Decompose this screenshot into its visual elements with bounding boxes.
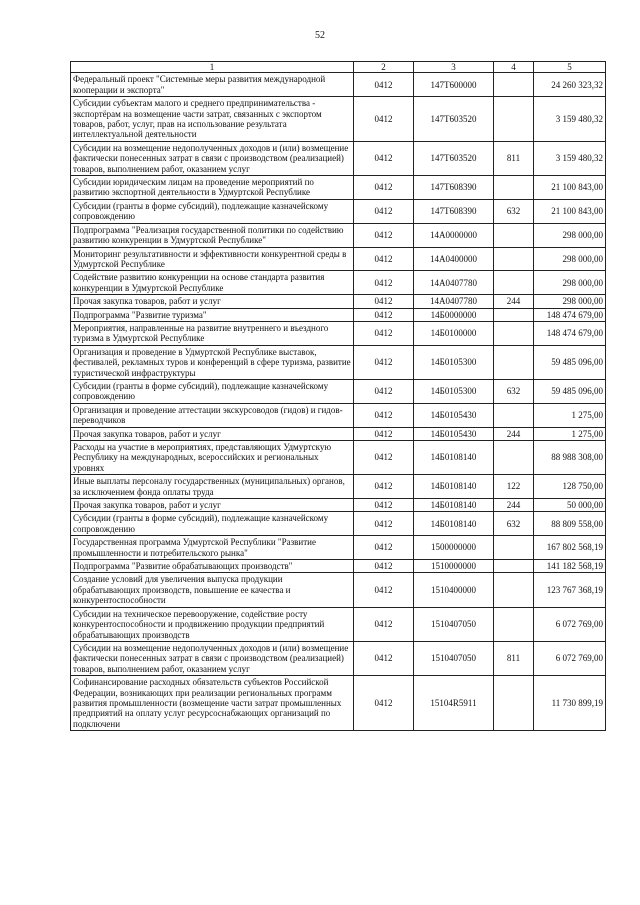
row-amount-cell: 59 485 096,00 (534, 345, 606, 379)
row-section-cell: 0412 (354, 475, 414, 499)
row-section-cell: 0412 (354, 141, 414, 175)
row-type-cell: 244 (494, 295, 534, 308)
row-code-cell: 14А0400000 (414, 247, 494, 271)
row-type-cell (494, 345, 534, 379)
row-section-cell: 0412 (354, 271, 414, 295)
row-section-cell: 0412 (354, 97, 414, 142)
table-row (71, 512, 606, 536)
table-row (71, 427, 606, 440)
row-name-cell: Мониторинг результативности и эффективности конкурентной среды в Удмуртской Республике (71, 247, 354, 271)
row-amount-cell: 59 485 096,00 (534, 379, 606, 403)
table-row (71, 345, 606, 379)
row-amount-cell: 3 159 480,32 (534, 141, 606, 175)
row-type-cell (494, 247, 534, 271)
row-type-cell (494, 308, 534, 321)
table-row (71, 403, 606, 427)
row-type-cell: 244 (494, 427, 534, 440)
row-type-cell (494, 223, 534, 247)
row-code-cell: 1510407050 (414, 607, 494, 641)
row-name-cell: Подпрограмма "Реализация государственной политики по содействию развитию конкуренции в Удмуртской Республике" (71, 223, 354, 247)
row-type-cell: 632 (494, 379, 534, 403)
row-section-cell: 0412 (354, 176, 414, 200)
header-col-1: 1 (71, 62, 354, 73)
row-code-cell: 147Т608390 (414, 176, 494, 200)
row-name-cell: Организация и проведение аттестации экскурсоводов (гидов) и гидов-переводчиков (71, 403, 354, 427)
row-type-cell (494, 607, 534, 641)
row-type-cell (494, 441, 534, 475)
row-name-cell: Подпрограмма "Развитие обрабатывающих производств" (71, 560, 354, 573)
row-section-cell: 0412 (354, 247, 414, 271)
row-amount-cell: 298 000,00 (534, 247, 606, 271)
row-type-cell (494, 536, 534, 560)
row-type-cell (494, 403, 534, 427)
table-header-row (71, 62, 606, 73)
table-row (71, 560, 606, 573)
row-type-cell: 811 (494, 641, 534, 675)
table-row (71, 271, 606, 295)
budget-table (70, 61, 606, 731)
table-row (71, 475, 606, 499)
row-section-cell: 0412 (354, 223, 414, 247)
row-name-cell: Организация и проведение в Удмуртской Республике выставок, фестивалей, рекламных туров и конференций в сфере туризма, развитие туристической инфраструктуры (71, 345, 354, 379)
row-name-cell: Содействие развитию конкуренции на основе стандарта развития конкуренции в Удмуртской Республике (71, 271, 354, 295)
table-row (71, 223, 606, 247)
row-amount-cell: 298 000,00 (534, 295, 606, 308)
row-name-cell: Софинансирование расходных обязательств субъектов Российской Федерации, возникающих при реализации региональных программ развития промышленности (возмещение части затрат промышленных предприятий на оплату услуг ресурсоснабжающих организаций по подключени (71, 676, 354, 731)
row-code-cell: 14Б0108140 (414, 475, 494, 499)
row-amount-cell: 24 260 323,32 (534, 73, 606, 97)
header-col-2: 2 (354, 62, 414, 73)
row-type-cell (494, 73, 534, 97)
table-row (71, 308, 606, 321)
row-amount-cell: 6 072 769,00 (534, 607, 606, 641)
row-section-cell: 0412 (354, 427, 414, 440)
row-type-cell (494, 97, 534, 142)
row-code-cell: 14Б0108140 (414, 512, 494, 536)
row-name-cell: Расходы на участие в мероприятиях, представляющих Удмуртскую Республику на международных, всероссийских и региональных уровнях (71, 441, 354, 475)
header-col-3: 3 (414, 62, 494, 73)
table-row (71, 441, 606, 475)
page-number: 52 (315, 30, 325, 41)
row-type-cell: 122 (494, 475, 534, 499)
row-code-cell: 14Б0108140 (414, 441, 494, 475)
row-name-cell: Прочая закупка товаров, работ и услуг (71, 295, 354, 308)
row-section-cell: 0412 (354, 607, 414, 641)
row-name-cell: Субсидии на техническое перевооружение, содействие росту конкурентоспособности и продвижению продукции предприятий обрабатывающих производств (71, 607, 354, 641)
row-name-cell: Субсидии (гранты в форме субсидий), подлежащие казначейскому сопровождению (71, 199, 354, 223)
row-code-cell: 14А0407780 (414, 271, 494, 295)
row-type-cell: 632 (494, 512, 534, 536)
row-amount-cell: 11 730 899,19 (534, 676, 606, 731)
row-amount-cell: 1 275,00 (534, 427, 606, 440)
row-code-cell: 14А0000000 (414, 223, 494, 247)
row-section-cell: 0412 (354, 379, 414, 403)
row-amount-cell: 141 182 568,19 (534, 560, 606, 573)
row-name-cell: Субсидии (гранты в форме субсидий), подлежащие казначейскому сопровождению (71, 512, 354, 536)
table-row (71, 607, 606, 641)
row-type-cell: 632 (494, 199, 534, 223)
row-name-cell: Создание условий для увеличения выпуска продукции обрабатывающих производств, повышение ее качества и конкурентоспособности (71, 573, 354, 607)
row-name-cell: Субсидии на возмещение недополученных доходов и (или) возмещение фактически понесенных затрат в связи с производством (реализацией) товаров, выполнением работ, оказанием услуг (71, 141, 354, 175)
table-row (71, 379, 606, 403)
row-type-cell: 811 (494, 141, 534, 175)
row-type-cell (494, 271, 534, 295)
row-type-cell (494, 176, 534, 200)
row-section-cell: 0412 (354, 345, 414, 379)
row-code-cell: 147Т603520 (414, 141, 494, 175)
row-code-cell: 14Б0105300 (414, 345, 494, 379)
row-section-cell: 0412 (354, 295, 414, 308)
row-section-cell: 0412 (354, 573, 414, 607)
row-code-cell: 1510407050 (414, 641, 494, 675)
row-section-cell: 0412 (354, 641, 414, 675)
row-name-cell: Мероприятия, направленные на развитие внутреннего и въездного туризма в Удмуртской Республике (71, 321, 354, 345)
table-row (71, 73, 606, 97)
row-section-cell: 0412 (354, 560, 414, 573)
row-amount-cell: 6 072 769,00 (534, 641, 606, 675)
row-amount-cell: 128 750,00 (534, 475, 606, 499)
table-row (71, 295, 606, 308)
table-row (71, 499, 606, 512)
row-code-cell: 14Б0105430 (414, 427, 494, 440)
row-code-cell: 15104R5911 (414, 676, 494, 731)
table-row (71, 641, 606, 675)
table-row (71, 536, 606, 560)
row-amount-cell: 50 000,00 (534, 499, 606, 512)
row-section-cell: 0412 (354, 512, 414, 536)
table-row (71, 573, 606, 607)
table-body (71, 73, 606, 731)
row-amount-cell: 3 159 480,32 (534, 97, 606, 142)
table-row (71, 247, 606, 271)
row-section-cell: 0412 (354, 676, 414, 731)
table-row (71, 176, 606, 200)
row-code-cell: 14Б0000000 (414, 308, 494, 321)
row-name-cell: Федеральный проект "Системные меры развития международной кооперации и экспорта" (71, 73, 354, 97)
row-type-cell: 244 (494, 499, 534, 512)
row-code-cell: 147Т603520 (414, 97, 494, 142)
row-name-cell: Прочая закупка товаров, работ и услуг (71, 499, 354, 512)
row-code-cell: 14А0407780 (414, 295, 494, 308)
row-section-cell: 0412 (354, 73, 414, 97)
table-row (71, 676, 606, 731)
row-code-cell: 1510000000 (414, 560, 494, 573)
row-section-cell: 0412 (354, 441, 414, 475)
row-amount-cell: 148 474 679,00 (534, 308, 606, 321)
row-name-cell: Прочая закупка товаров, работ и услуг (71, 427, 354, 440)
table-row (71, 97, 606, 142)
row-amount-cell: 167 802 568,19 (534, 536, 606, 560)
table-row (71, 141, 606, 175)
header-col-5: 5 (534, 62, 606, 73)
row-type-cell (494, 560, 534, 573)
row-name-cell: Иные выплаты персоналу государственных (муниципальных) органов, за исключением фонда оплаты труда (71, 475, 354, 499)
header-col-4: 4 (494, 62, 534, 73)
row-code-cell: 14Б0108140 (414, 499, 494, 512)
row-amount-cell: 88 809 558,00 (534, 512, 606, 536)
row-code-cell: 147Т600000 (414, 73, 494, 97)
row-name-cell: Государственная программа Удмуртской Республики "Развитие промышленности и потребительского рынка" (71, 536, 354, 560)
row-code-cell: 14Б0100000 (414, 321, 494, 345)
row-section-cell: 0412 (354, 499, 414, 512)
row-amount-cell: 21 100 843,00 (534, 199, 606, 223)
row-type-cell (494, 573, 534, 607)
row-code-cell: 1500000000 (414, 536, 494, 560)
table-row (71, 321, 606, 345)
row-amount-cell: 298 000,00 (534, 223, 606, 247)
row-amount-cell: 1 275,00 (534, 403, 606, 427)
row-code-cell: 14Б0105430 (414, 403, 494, 427)
row-name-cell: Субсидии юридическим лицам на проведение мероприятий по развитию экспортной деятельности в Удмуртской Республике (71, 176, 354, 200)
row-amount-cell: 298 000,00 (534, 271, 606, 295)
row-amount-cell: 148 474 679,00 (534, 321, 606, 345)
row-name-cell: Подпрограмма "Развитие туризма" (71, 308, 354, 321)
row-amount-cell: 88 988 308,00 (534, 441, 606, 475)
row-code-cell: 14Б0105300 (414, 379, 494, 403)
row-name-cell: Субсидии на возмещение недополученных доходов и (или) возмещение фактически понесенных затрат в связи с производством (реализацией) товаров, выполнением работ, оказанием услуг (71, 641, 354, 675)
row-name-cell: Субсидии (гранты в форме субсидий), подлежащие казначейскому сопровождению (71, 379, 354, 403)
row-section-cell: 0412 (354, 199, 414, 223)
row-code-cell: 147Т608390 (414, 199, 494, 223)
row-section-cell: 0412 (354, 403, 414, 427)
row-type-cell (494, 321, 534, 345)
row-code-cell: 1510400000 (414, 573, 494, 607)
row-name-cell: Субсидии субъектам малого и среднего предпринимательства - экспортёрам на возмещение части затрат, связанных с экспортом товаров, работ, услуг, прав на использование результата интеллектуальной деятельности (71, 97, 354, 142)
row-section-cell: 0412 (354, 308, 414, 321)
row-amount-cell: 123 767 368,19 (534, 573, 606, 607)
row-amount-cell: 21 100 843,00 (534, 176, 606, 200)
row-section-cell: 0412 (354, 321, 414, 345)
row-section-cell: 0412 (354, 536, 414, 560)
row-type-cell (494, 676, 534, 731)
table-row (71, 199, 606, 223)
